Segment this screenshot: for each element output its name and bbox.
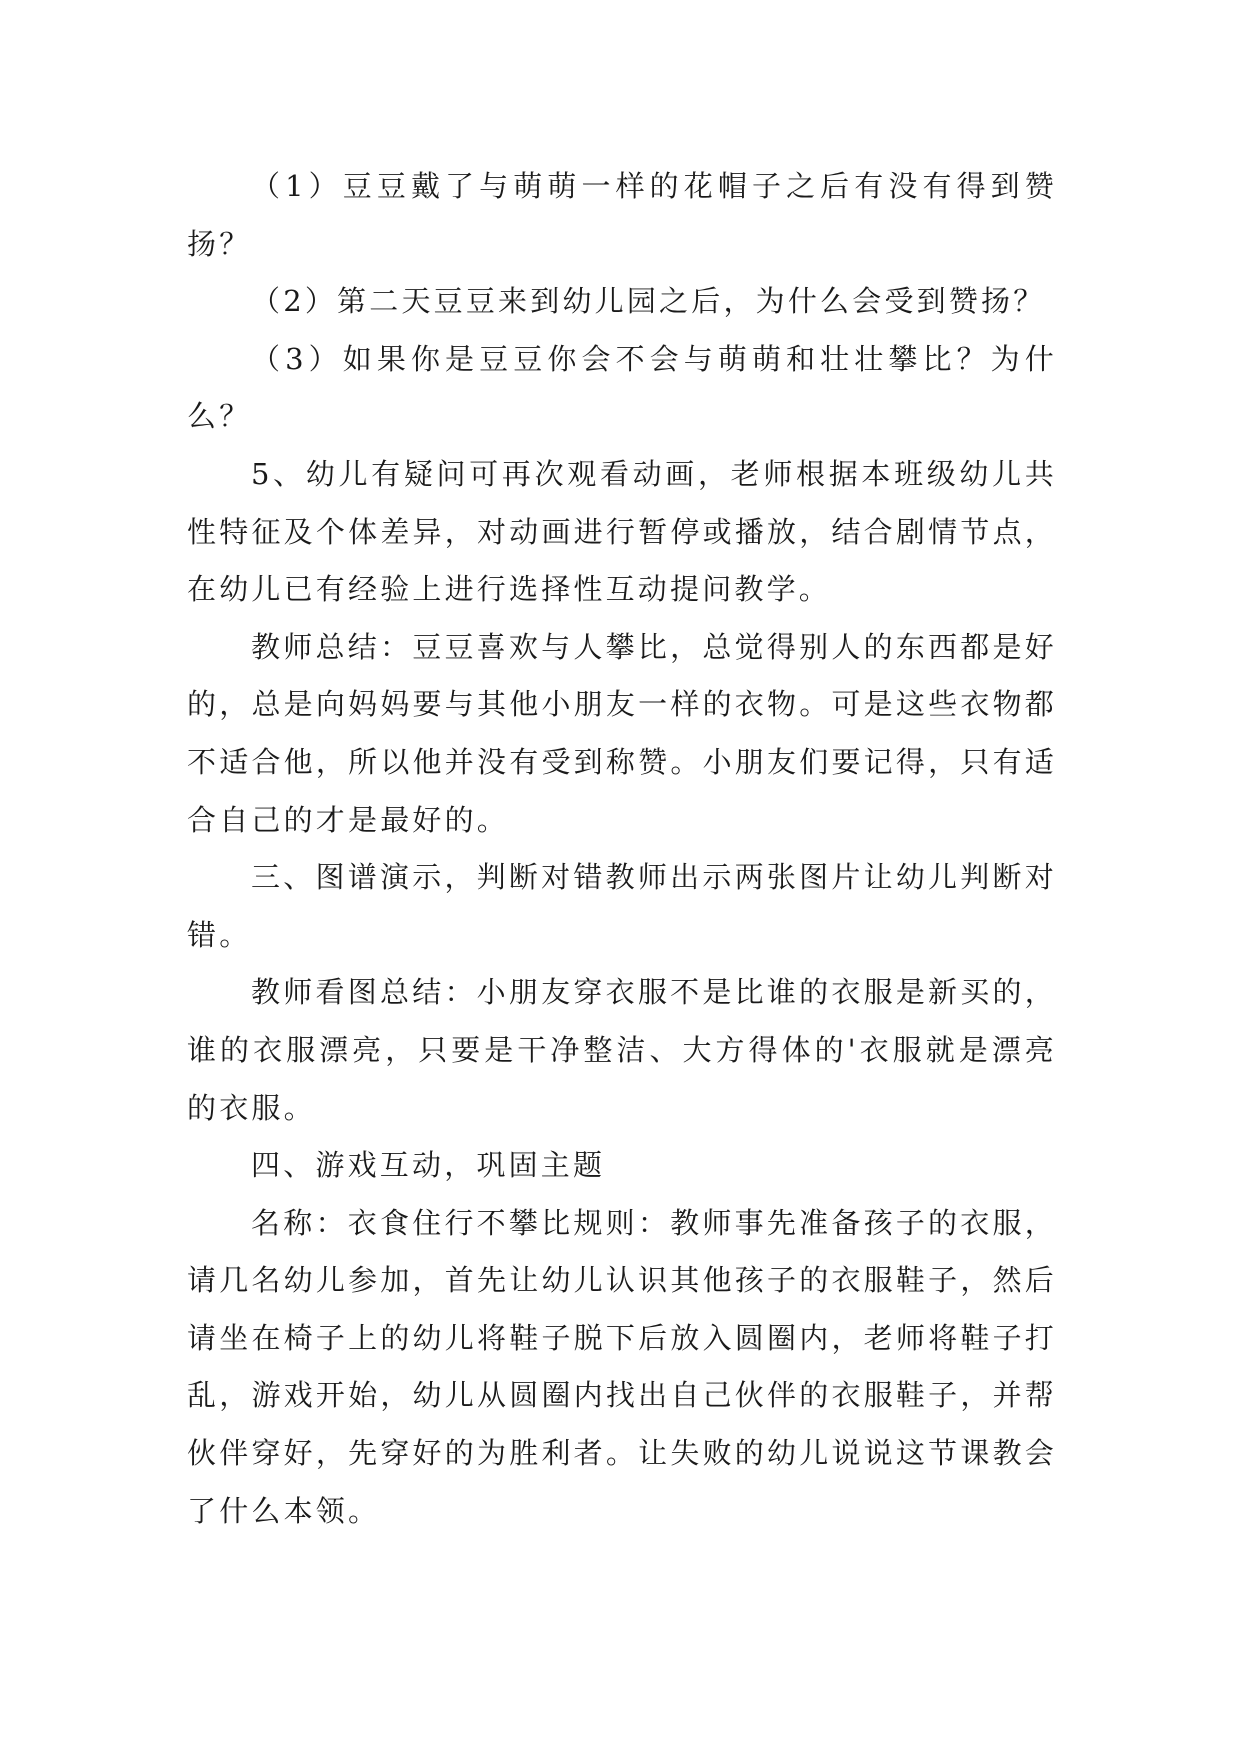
question-3: （3）如果你是豆豆你会不会与萌萌和壮壮攀比？为什么？: [187, 341, 1057, 434]
section-3-heading: 三、图谱演示，判断对错教师出示两张图片让幼儿判断对错。: [187, 860, 1057, 952]
picture-summary-paragraph: 教师看图总结：小朋友穿衣服不是比谁的衣服是新买的，谁的衣服漂亮，只要是干净整洁、大方得体的'衣服就是漂亮的衣服。: [187, 975, 1057, 1125]
step-5-paragraph: 5、幼儿有疑问可再次观看动画，老师根据本班级幼儿共性特征及个体差异，对动画进行暂停或播放，结合剧情节点，在幼儿已有经验上进行选择性互动提问教学。: [187, 456, 1057, 607]
question-1: （1）豆豆戴了与萌萌一样的花帽子之后有没有得到赞扬？: [187, 169, 1057, 261]
document-body: [187, 158, 1057, 1540]
teacher-summary-paragraph: 教师总结：豆豆喜欢与人攀比，总觉得别人的东西都是好的，总是向妈妈要与其他小朋友一样的衣物。可是这些衣物都不适合他，所以他并没有受到称赞。小朋友们要记得，只有适合自己的才是最好的。: [187, 629, 1057, 837]
section-4-heading: 四、游戏互动，巩固主题: [251, 1148, 606, 1183]
game-rules-paragraph: 名称：衣食住行不攀比规则：教师事先准备孩子的衣服，请几名幼儿参加，首先让幼儿认识其他孩子的衣服鞋子，然后请坐在椅子上的幼儿将鞋子脱下后放入圆圈内，老师将鞋子打乱，游戏开始，幼儿从圆圈内找出自己伙伴的衣服鞋子，并帮伙伴穿好，先穿好的为胜利者。让失败的幼儿说说这节课教会了什么本领。: [187, 1205, 1057, 1528]
question-2: （2）第二天豆豆来到幼儿园之后，为什么会受到赞扬？: [251, 284, 1046, 319]
